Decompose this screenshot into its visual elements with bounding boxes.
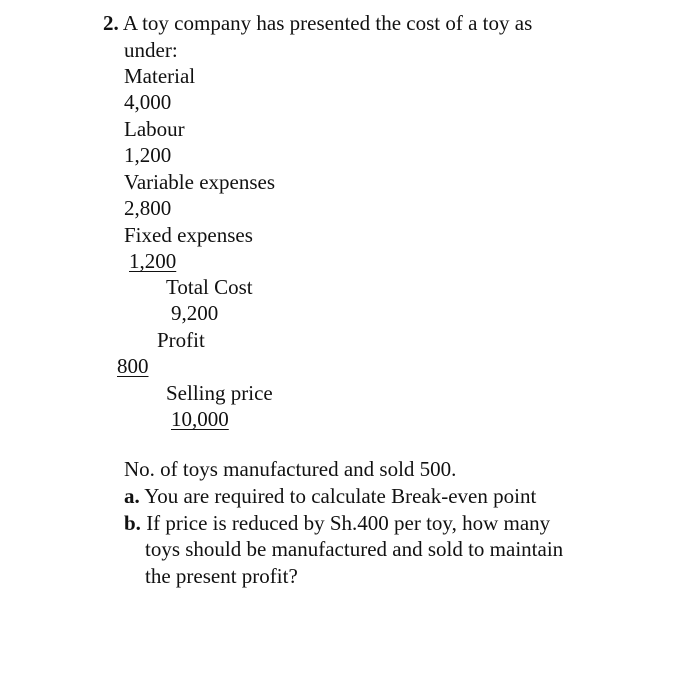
part-b-line-1 xyxy=(124,510,550,536)
variable-expenses-label: Variable expenses xyxy=(124,170,276,194)
labour-value: 1,200 xyxy=(124,143,172,167)
part-b-marker: b. xyxy=(124,511,141,535)
fixed-expenses-value: 1,200 xyxy=(129,249,177,273)
variable-expenses-value: 2,800 xyxy=(124,196,172,220)
part-b-line-3: the present profit? xyxy=(145,564,298,588)
total-cost-label: Total Cost xyxy=(166,275,253,299)
profit-label: Profit xyxy=(157,328,205,352)
part-b-text-1: If price is reduced by Sh.400 per toy, how many xyxy=(146,511,551,535)
selling-price-value: 10,000 xyxy=(171,407,229,431)
part-a-text: You are required to calculate Break-even point xyxy=(144,484,537,508)
part-a xyxy=(124,483,536,509)
profit-value: 800 xyxy=(117,354,149,378)
toys-note: No. of toys manufactured and sold 500. xyxy=(124,457,457,481)
selling-price-label: Selling price xyxy=(166,381,273,405)
total-cost-value: 9,200 xyxy=(171,301,219,325)
material-label: Material xyxy=(124,64,196,88)
question-number: 2. xyxy=(103,11,119,35)
question-intro-line-2: under: xyxy=(124,38,178,62)
material-value: 4,000 xyxy=(124,90,172,114)
question-intro-line-1 xyxy=(103,10,532,36)
part-a-marker: a. xyxy=(124,484,140,508)
part-b-line-2: toys should be manufactured and sold to maintain xyxy=(145,537,564,561)
labour-label: Labour xyxy=(124,117,185,141)
fixed-expenses-label: Fixed expenses xyxy=(124,223,253,247)
question-intro-text: A toy company has presented the cost of a toy as xyxy=(122,11,533,35)
